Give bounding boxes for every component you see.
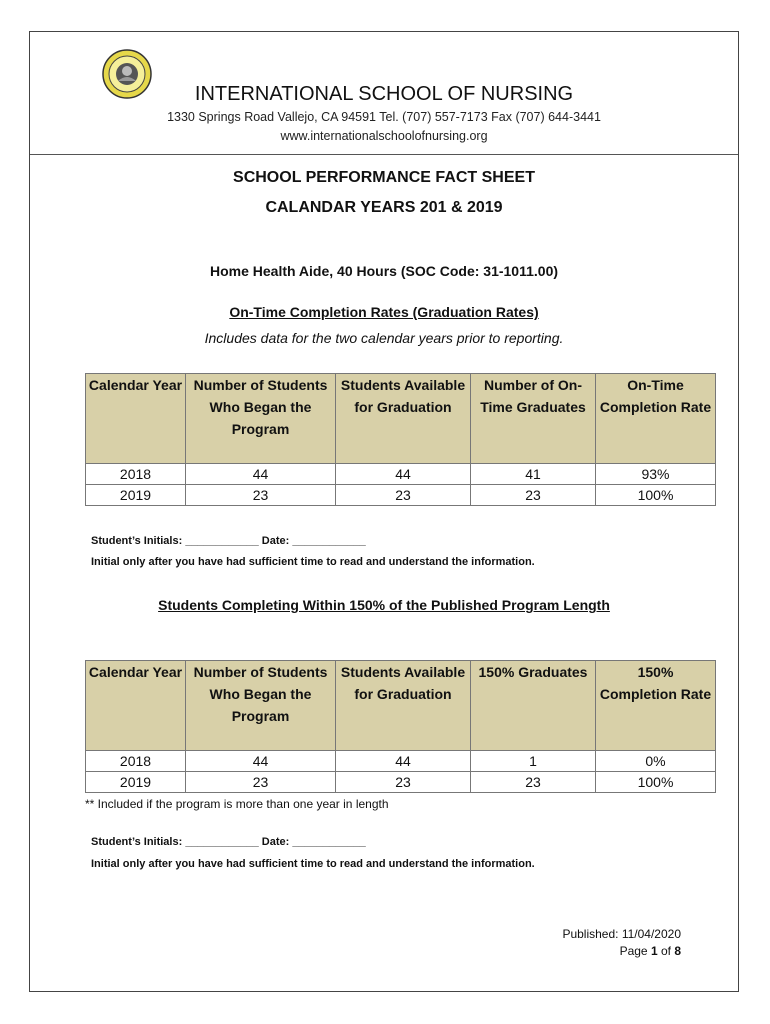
cell-graduates: 23 [471, 772, 596, 793]
column-header: Number of On-Time Graduates [471, 374, 596, 464]
page-total: 8 [674, 944, 681, 958]
table-row [86, 485, 716, 506]
cell-rate: 100% [596, 485, 716, 506]
column-header: Students Available for Graduation [336, 661, 471, 751]
cell-began: 23 [186, 772, 336, 793]
column-header: 150% Completion Rate [596, 661, 716, 751]
column-header: Students Available for Graduation [336, 374, 471, 464]
header-divider [30, 154, 738, 155]
page-prefix: Page [619, 944, 651, 958]
cell-graduates: 1 [471, 751, 596, 772]
completion-150-table [85, 660, 716, 793]
cell-graduates: 23 [471, 485, 596, 506]
document-page [29, 31, 739, 992]
cell-began: 23 [186, 485, 336, 506]
cell-rate: 0% [596, 751, 716, 772]
cell-year: 2018 [86, 751, 186, 772]
section-150-title: Students Completing Within 150% of the Published Program Length [158, 597, 610, 613]
cell-rate: 100% [596, 772, 716, 793]
table-row [86, 772, 716, 793]
published-date: Published: 11/04/2020 [562, 927, 681, 941]
page-number [620, 944, 681, 958]
table-row [86, 464, 716, 485]
ontime-completion-table [85, 373, 716, 506]
section-ontime-title: On-Time Completion Rates (Graduation Rates) [229, 304, 539, 320]
column-header: Calendar Year [86, 661, 186, 751]
school-website: www.internationalschoolofnursing.org [280, 129, 488, 143]
cell-available: 23 [336, 485, 471, 506]
column-header: 150% Graduates [471, 661, 596, 751]
table-footnote: ** Included if the program is more than one year in length [85, 797, 389, 811]
student-initials-line: Student’s Initials: ____________ Date: ____________ [91, 535, 366, 547]
cell-available: 44 [336, 464, 471, 485]
section-ontime-subtitle: Includes data for the two calendar years prior to reporting. [204, 330, 564, 346]
page-title: SCHOOL PERFORMANCE FACT SHEET [233, 169, 535, 186]
initials-instruction: Initial only after you have had sufficient time to read and understand the information. [91, 858, 535, 870]
school-name: INTERNATIONAL SCHOOL OF NURSING [194, 83, 574, 105]
program-name: Home Health Aide, 40 Hours (SOC Code: 31-1011.00) [209, 263, 559, 279]
initials-instruction: Initial only after you have had sufficient time to read and understand the information. [91, 556, 535, 568]
student-initials-line: Student’s Initials: ____________ Date: ____________ [91, 836, 366, 848]
table-header-row [86, 661, 716, 751]
cell-year: 2019 [86, 772, 186, 793]
table-header-row [86, 374, 716, 464]
cell-available: 44 [336, 751, 471, 772]
cell-year: 2019 [86, 485, 186, 506]
page-current: 1 [650, 944, 658, 958]
page-of: of [657, 944, 675, 958]
column-header: On-Time Completion Rate [596, 374, 716, 464]
column-header: Calendar Year [86, 374, 186, 464]
cell-began: 44 [186, 464, 336, 485]
column-header: Number of Students Who Began the Program [186, 374, 336, 464]
column-header: Number of Students Who Began the Program [186, 661, 336, 751]
cell-rate: 93% [596, 464, 716, 485]
table-row [86, 751, 716, 772]
cell-available: 23 [336, 772, 471, 793]
school-address: 1330 Springs Road Vallejo, CA 94591 Tel. (707) 557-7173 Fax (707) 644-3441 [167, 110, 601, 124]
cell-began: 44 [186, 751, 336, 772]
cell-year: 2018 [86, 464, 186, 485]
cell-graduates: 41 [471, 464, 596, 485]
page-subtitle: CALANDAR YEARS 201 & 2019 [265, 199, 503, 216]
